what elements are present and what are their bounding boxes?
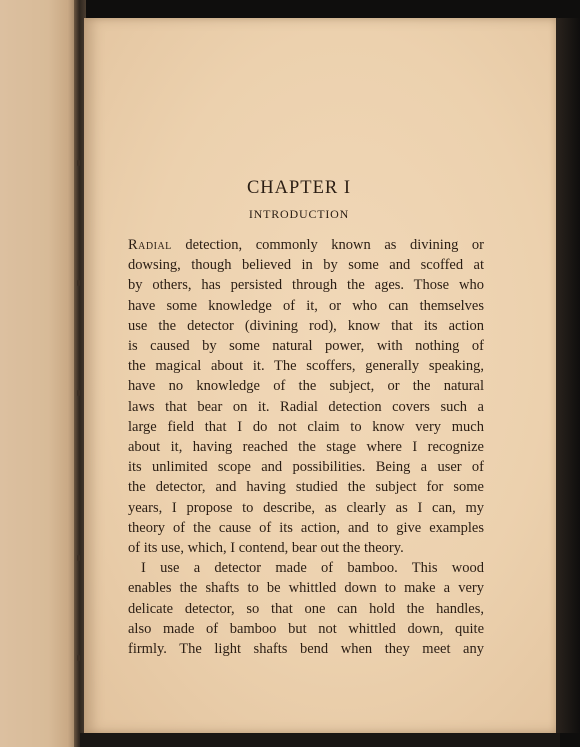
text-line: I use a detector made of bamboo. This wood <box>141 560 484 577</box>
text-line: of its use, which, I contend, bear out the theory. <box>128 540 404 557</box>
left-page-edge <box>0 0 80 747</box>
text-line: firmly. The light shafts bend when they meet any <box>128 641 484 658</box>
binding-stitch <box>77 280 80 286</box>
text-line: use the detector (divining rod), know that its action <box>128 317 484 334</box>
drop-word: Radial <box>128 237 172 253</box>
text-line: large field that I do not claim to know very much <box>128 418 484 435</box>
binding-stitch <box>77 390 80 396</box>
binding-stitch <box>77 655 80 661</box>
text-line: theory of the cause of its action, and to give examples <box>128 519 484 536</box>
section-heading: INTRODUCTION <box>248 207 350 221</box>
binding-stitch <box>77 160 80 166</box>
text-line: is caused by some natural power, with nothing of <box>128 338 484 355</box>
text-line: also made of bamboo but not whittled down, quite <box>128 620 484 637</box>
text-line: the magical about it. The scoffers, generally speaking, <box>128 358 484 375</box>
text-line: dowsing, though believed in by some and scoffed at <box>128 257 484 274</box>
text-line: have no knowledge of the subject, or the natural <box>128 378 484 395</box>
background-edge <box>556 18 580 733</box>
text-line: about it, having reached the stage where I recognize <box>128 439 484 456</box>
body-text <box>128 235 484 659</box>
text-line: laws that bear on it. Radial detection covers such a <box>128 398 484 415</box>
text-line: years, I propose to describe, as clearly as I can, my <box>128 499 484 516</box>
text-line: the detector, and having studied the subject for some <box>128 479 484 496</box>
chapter-title: CHAPTER I <box>246 178 352 198</box>
background-edge <box>80 733 560 747</box>
text-line: delicate detector, so that one can hold the handles, <box>128 600 484 617</box>
binding-stitch <box>77 555 80 561</box>
text-line: by others, has persisted through the ages. Those who <box>128 277 484 294</box>
text-line: have some knowledge of it, or who can themselves <box>128 297 484 314</box>
text-line: enables the shafts to be whittled down to make a very <box>128 580 484 597</box>
text-line: Radial detection, commonly known as divining or <box>128 237 484 253</box>
text-line: its unlimited scope and possibilities. Being a user of <box>128 459 484 476</box>
